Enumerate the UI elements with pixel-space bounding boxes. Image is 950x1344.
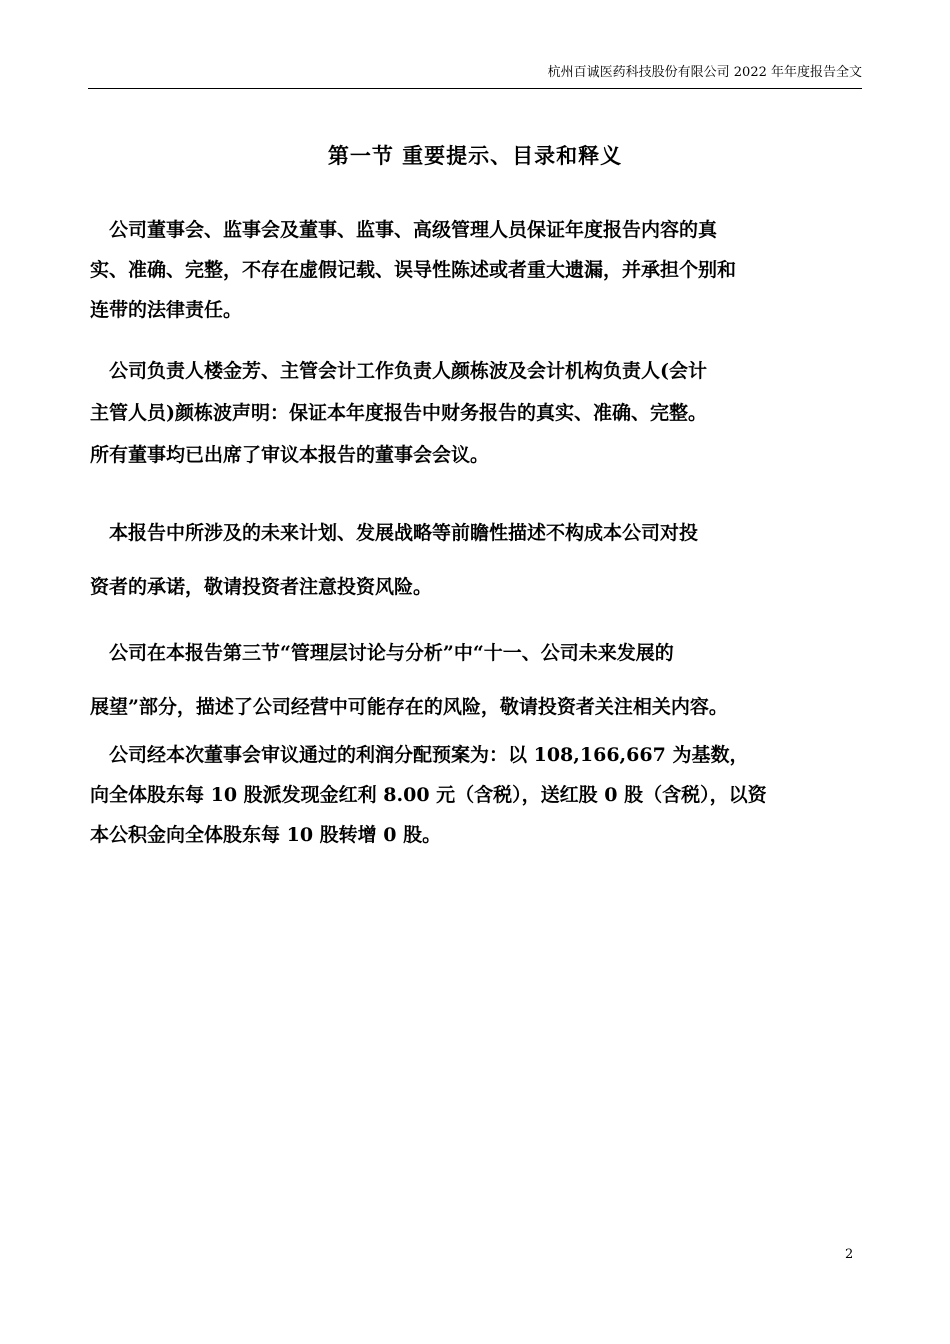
paragraph-line: 公司董事会、监事会及董事、监事、高级管理人员保证年度报告内容的真 bbox=[90, 219, 718, 241]
paragraph-line: 连带的法律责任。 bbox=[90, 299, 243, 321]
paragraph-line: 公司经本次董事会审议通过的利润分配预案为：以 108,166,667 为基数， bbox=[90, 744, 749, 766]
paragraph-line: 向全体股东每 10 股派发现金红利 8.00 元（含税），送红股 0 股（含税），以资 bbox=[90, 784, 767, 806]
paragraph-responsible-persons bbox=[90, 350, 860, 476]
paragraph-line: 公司在本报告第三节“管理层讨论与分析”中“十一、公司未来发展的 bbox=[90, 642, 674, 664]
header-title: 杭州百诚医药科技股份有限公司 2022 年年度报告全文 bbox=[547, 65, 862, 80]
paragraph-line: 所有董事均已出席了审议本报告的董事会会议。 bbox=[90, 444, 490, 466]
paragraph-line: 主管人员)颜栋波声明：保证本年度报告中财务报告的真实、准确、完整。 bbox=[90, 402, 707, 424]
page-header bbox=[88, 62, 862, 89]
page-number: 2 bbox=[845, 1247, 854, 1262]
paragraph-line: 实、准确、完整，不存在虚假记载、误导性陈述或者重大遗漏，并承担个别和 bbox=[90, 259, 737, 281]
paragraph-line: 本报告中所涉及的未来计划、发展战略等前瞻性描述不构成本公司对投 bbox=[90, 522, 699, 544]
paragraph-line: 资者的承诺，敬请投资者注意投资风险。 bbox=[90, 576, 433, 598]
paragraph-line: 公司负责人楼金芳、主管会计工作负责人颜栋波及会计机构负责人(会计 bbox=[90, 360, 707, 382]
paragraph-board-guarantee bbox=[90, 210, 860, 330]
paragraph-line: 展望”部分，描述了公司经营中可能存在的风险，敬请投资者关注相关内容。 bbox=[90, 696, 728, 718]
paragraph-forward-looking bbox=[90, 506, 860, 614]
paragraph-risk-notice bbox=[90, 626, 860, 734]
paragraph-profit-distribution bbox=[90, 735, 860, 855]
section-title: 第一节 重要提示、目录和释义 bbox=[327, 143, 623, 168]
paragraph-line: 本公积金向全体股东每 10 股转增 0 股。 bbox=[90, 824, 442, 846]
